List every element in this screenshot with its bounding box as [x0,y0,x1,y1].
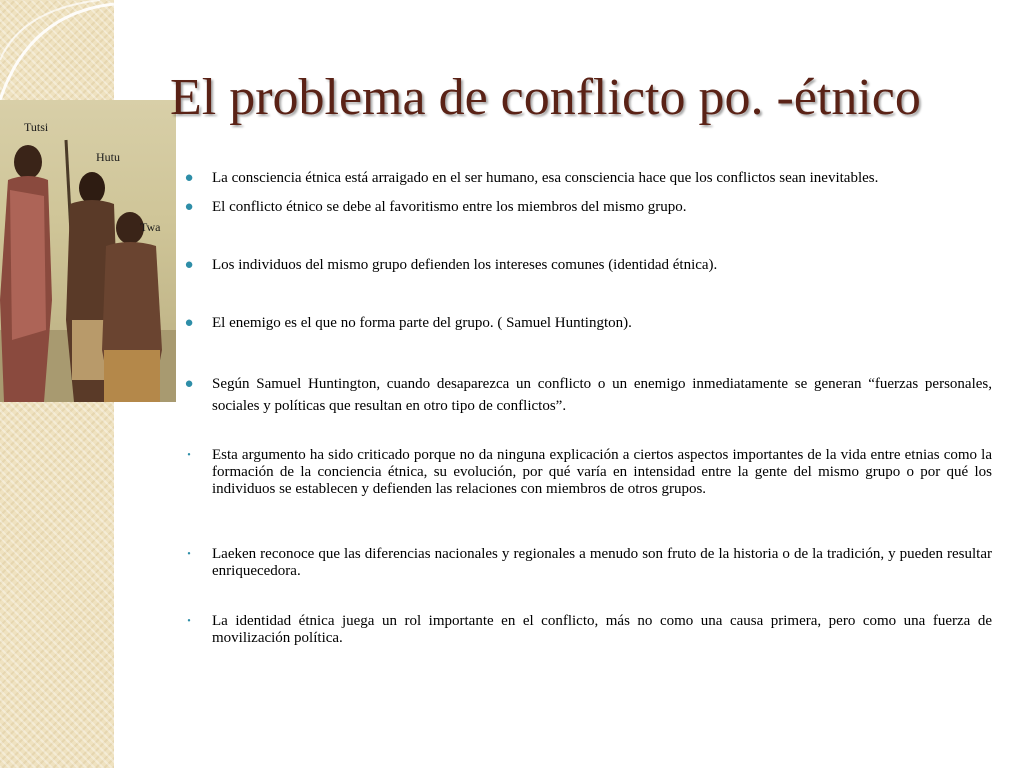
bullet-item-5 [184,373,992,417]
photo-label-tutsi: Tutsi [24,120,49,134]
photo-label-twa: Twa [140,220,161,234]
bullet-small-dot-icon: • [187,616,191,627]
bullet-text: El conflicto étnico se debe al favoritismo entre los miembros del mismo grupo. [212,199,687,215]
bullet-item-7 [184,546,992,580]
bullet-text: Laeken reconoce que las diferencias nacionales y regionales a menudo son fruto de la historia o de la tradición, y pueden resultar enriquecedora. [212,546,992,579]
bullet-item-4 [184,315,992,332]
bullet-dot-icon: ● [184,257,194,273]
people-illustration [0,100,176,402]
bullet-text: La identidad étnica juega un rol importante en el conflicto, más no como una causa primera, pero como una fuerza de movilización política. [212,613,992,646]
bullet-item-8 [184,613,992,647]
bullet-text: Los individuos del mismo grupo defienden los intereses comunes (identidad étnica). [212,257,718,273]
bullet-item-3 [184,257,992,274]
bullet-dot-icon: ● [184,199,194,215]
bullet-dot-icon: ● [184,315,194,331]
bullet-item-6 [184,447,992,498]
bullet-text: El enemigo es el que no forma parte del grupo. ( Samuel Huntington). [212,315,632,331]
bullet-small-dot-icon: • [187,450,191,461]
photo-label-hutu: Hutu [96,150,120,164]
bullet-text: Según Samuel Huntington, cuando desaparezca un conflicto o un enemigo inmediatamente se generan “fuerzas personales, sociales y políticas que resultan en otro tipo de conflictos”. [212,376,992,414]
bullet-text: La consciencia étnica está arraigado en el ser humano, esa consciencia hace que los conflictos sean inevitables. [212,170,879,186]
bullet-small-dot-icon: • [187,549,191,560]
bullet-text: Esta argumento ha sido criticado porque no da ninguna explicación a ciertos aspectos importantes de la vida entre etnias como la formación de la conciencia étnica, su evolución, por qué varía en intensidad entre la gente del mismo grupo o por qué los individuos se establecen y defienden las relaciones con miembros de otros grupos. [212,447,992,497]
slide-title: El problema de conflicto po. -étnico [170,69,921,126]
bullet-dot-icon: ● [184,376,194,392]
bullet-item-2 [184,199,992,216]
bullet-item-1 [184,170,992,187]
bullet-dot-icon: ● [184,170,194,186]
ethnic-groups-photo [0,100,176,402]
